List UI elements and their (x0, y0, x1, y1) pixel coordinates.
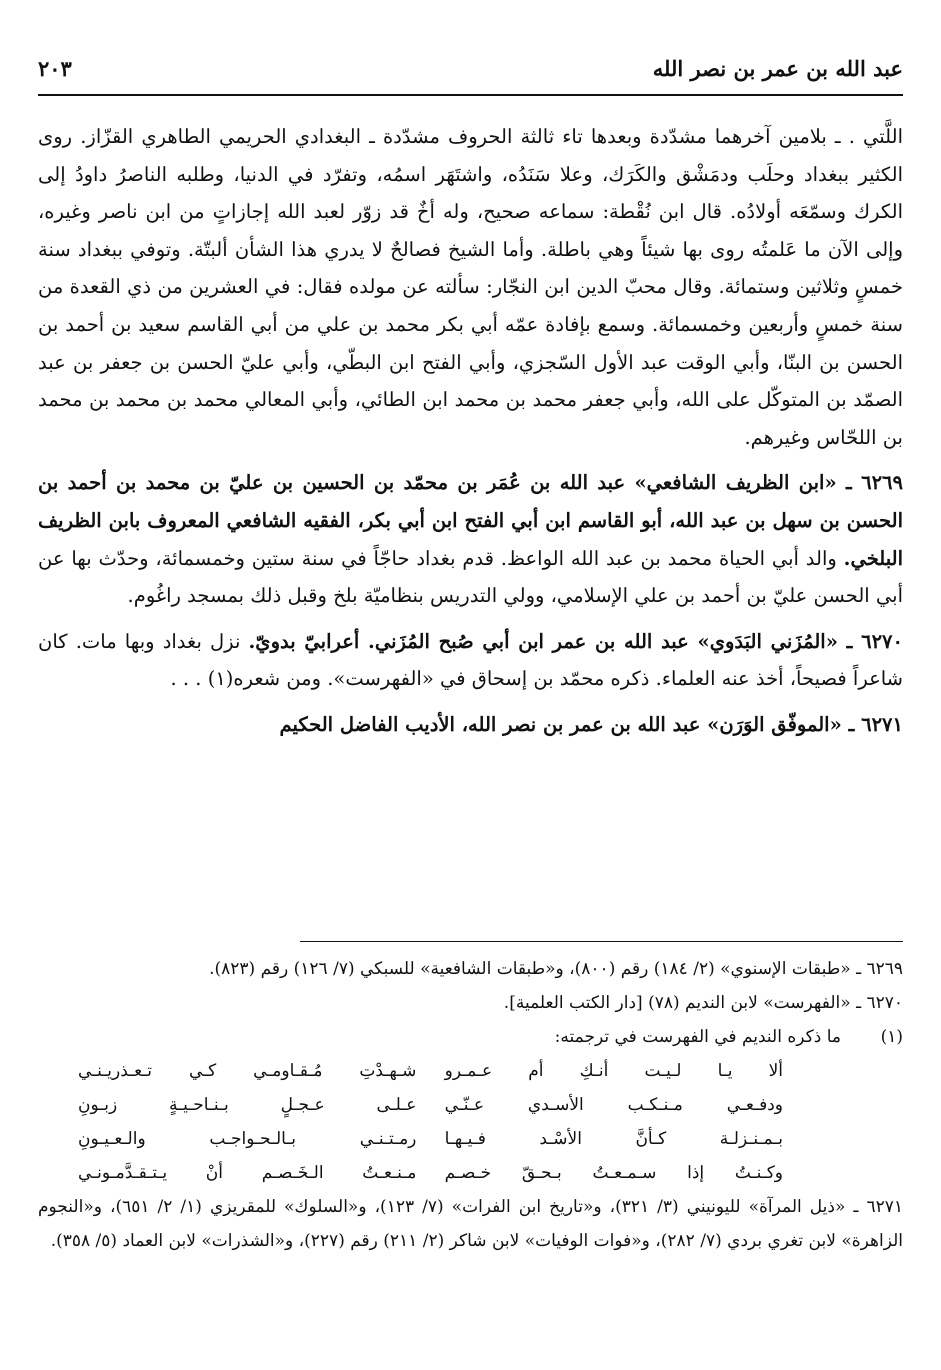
paragraph-continuation: اللَّتي . ـ بلامين آخرهما مشدّدة وبعدها تاء ثالثة الحروف مشدّدة ـ البغدادي الحريمي الطاهري القزّاز. روى الكثير ببغداد وحلَب ودمَشْق والكَرَك، وعلا سَنَدُه، واشتَهَر اسمُه، وتفرّد في الدنيا، وطلبه الناصرُ داودُ إلى الكرك وسمّعَه أولادُه. قال ابن نُقْطة: سماعه صحيح، وله أخٌ قد زوّر لعبد الله إجازاتٍ من ابن ناصر وغيره، وإلى الآن ما عَلمتُه روى بها شيئاً وهي باطلة. وأما الشيخ فصالحٌ لا يدري هذا الشأن ألبتّة. وتوفي ببغداد سنة خمسٍ وثلاثين وستمائة. وقال محبّ الدين ابن النجّار: سألته عن مولده فقال: في العشرين من ذي القعدة من سنة خمسٍ وأربعين وخمسمائة. وسمع بإفادة عمّه أبي بكر محمد بن علي من أبي القاسم سعيد بن أحمد بن الحسن بن البنّا، وأبي الوقت عبد الأول السّجزي، وأبي الفتح ابن البطّي، وأبي عليّ الحسن بن جعفر بن عبد الصمّد بن المتوكّل على الله، وأبي جعفر محمد بن محمد ابن الطائي، وأبي المعالي محمد بن محمد بن محمد بن اللحّاس وغيرهم. (38, 125, 903, 449)
entry-text: والد أبي الحياة محمد بن عبد الله الواعظ. قدم بغداد حاجّاً في سنة ستين وخمسمائة، وحدّث بها عن أبي الحسن عليّ بن أحمد بن علي الإسلامي، وولي التدريس بنظاميّة بلخ وقبل ذلك بمسجد راغُوم. (38, 546, 903, 608)
entry-heading: ٦٢٧٠ ـ «المُزَني البَدَوي» عبد الله بن عمر ابن أبي صُبح المُزَني. أعرابيّ بدويّ. (248, 629, 903, 653)
footnote-divider (300, 941, 903, 942)
verse (78, 1088, 783, 1122)
verse-second-half: مـنـعـتُ الـخَـصـم أنْ يـتـقـدَّمـونـي (78, 1163, 417, 1183)
page-header (38, 50, 903, 92)
verse (78, 1122, 783, 1156)
verse (78, 1054, 783, 1088)
verse (78, 1156, 783, 1190)
footnote-text: ما ذكره النديم في الفهرست في ترجمته: (554, 1027, 841, 1047)
verse-second-half: شـهـدْتِ مُـقـاومـي كـي تـعـذريـنـي (78, 1061, 417, 1081)
verse-first-half: ودفـعـي مـنـكـب الأسـدي عـنّـي (444, 1095, 783, 1115)
header-divider (38, 94, 903, 96)
page-number: ٢٠٣ (38, 56, 72, 81)
running-title: عبد الله بن عمر بن نصر الله (652, 56, 903, 81)
footnote-6270: ٦٢٧٠ ـ «الفهرست» لابن النديم (٧٨) [دار الكتب العلمية]. (503, 993, 903, 1013)
footnote-1 (38, 1020, 903, 1054)
verse-first-half: وكـنـتُ إذا سـمـعـتُ بـحـقّ خـصـم (444, 1163, 783, 1183)
entry-6270 (38, 623, 903, 698)
verse-second-half: عـلـى عـجـلٍ بـنـاحـيـةٍ زبـونِ (78, 1095, 417, 1115)
verse-second-half: رمـتـنـي بـالـحـواجـب والـعـيـونِ (78, 1129, 417, 1149)
verse-first-half: بـمـنـزلـة كـأنَّ الأسْـد فـيـهـا (444, 1129, 783, 1149)
footnotes (38, 952, 903, 1258)
main-text (38, 118, 903, 752)
poem (78, 1054, 783, 1190)
footnote-6271: ٦٢٧١ ـ «ذيل المرآة» لليونيني (٣/ ٣٢١)، و«تاريخ ابن الفرات» (٧/ ١٢٣)، و«السلوك» للمقريزي (١/ ٢/ ٦٥١)، و«النجوم الزاهرة» لابن تغري بردي (٧/ ٢٨٢)، و«فوات الوفيات» لابن شاكر (٢/ ٢١١) رقم (٢٢٧)، و«الشذرات» لابن العماد (٥/ ٣٥٨). (38, 1197, 903, 1251)
verse-first-half: ألا يـا لـيـت أنـكِ أم عـمـرو (444, 1061, 783, 1081)
footnote-number: (١) (880, 1027, 903, 1047)
entry-6269 (38, 464, 903, 614)
entry-heading: ٦٢٧١ ـ «الموفّق الوَرَن» عبد الله بن عمر بن نصر الله، الأديب الفاضل الحكيم (279, 712, 903, 736)
entry-6271 (38, 706, 903, 744)
footnote-6269: ٦٢٦٩ ـ «طبقات الإسنوي» (٢/ ١٨٤) رقم (٨٠٠)، و«طبقات الشافعية» للسبكي (٧/ ١٢٦) رقم (٨٢٣). (209, 959, 903, 979)
entry-heading: ٦٢٦٩ ـ «ابن الظريف الشافعي» عبد الله بن عُمَر بن محمّد بن الحسين بن عليّ بن محمد بن أحمد بن الحسن بن سهل بن عبد الله، أبو القاسم ابن أبي الفتح ابن أبي بكر، الفقيه الشافعي المعروف بابن الظريف البلخي. (38, 471, 903, 570)
entry-text: نزل بغداد وبها مات. كان شاعراً فصيحاً، أخذ عنه العلماء. ذكره محمّد بن إسحاق في «الفهرست». ومن شعره(١) . . . (38, 629, 903, 691)
